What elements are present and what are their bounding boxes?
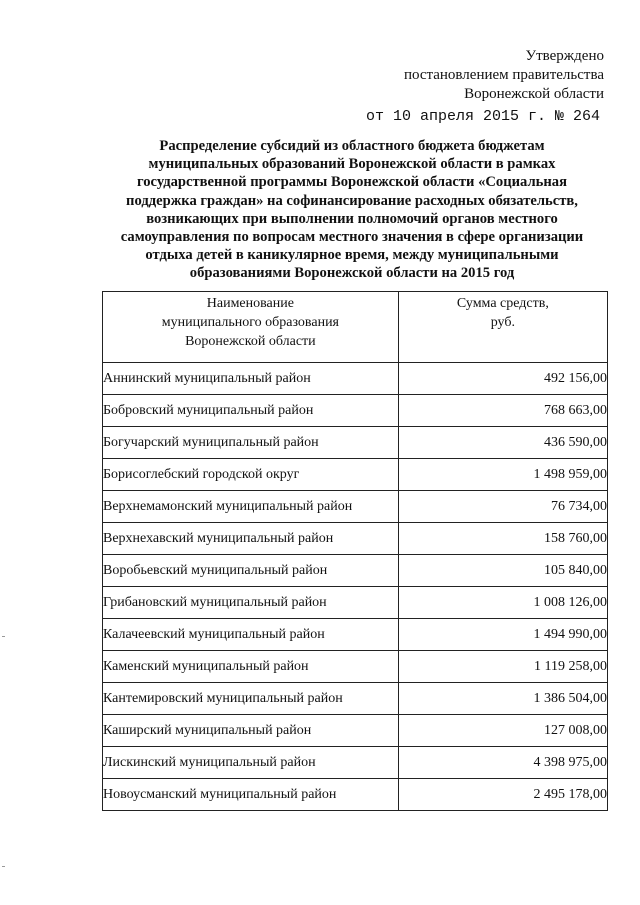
table-row	[103, 715, 608, 747]
municipality-name: Грибановский муниципальный район	[103, 587, 399, 619]
municipality-name: Верхнемамонский муниципальный район	[103, 491, 399, 523]
title-line: муниципальных образований Воронежской области в рамках	[148, 156, 556, 173]
approval-line: Утверждено	[525, 48, 604, 64]
subsidy-amount: 1 008 126,00	[398, 587, 607, 619]
subsidy-amount: 2 495 178,00	[398, 779, 607, 811]
header-line: Сумма средств,	[456, 296, 549, 311]
municipality-name: Каменский муниципальный район	[103, 651, 399, 683]
title-line: образованиями Воронежской области на 2015 год	[189, 265, 515, 282]
approval-stamp	[404, 47, 604, 104]
header-line: руб.	[490, 315, 515, 330]
column-header-sum	[398, 292, 607, 363]
municipality-name: Кантемировский муниципальный район	[103, 683, 399, 715]
table-row	[103, 459, 608, 491]
subsidy-amount: 76 734,00	[398, 491, 607, 523]
municipality-name: Богучарский муниципальный район	[103, 427, 399, 459]
title-line: самоуправления по вопросам местного значения в сфере организации	[120, 229, 584, 246]
subsidy-amount: 105 840,00	[398, 555, 607, 587]
header-line: Воронежской области	[185, 334, 316, 349]
title-line: государственной программы Воронежской области «Социальная	[137, 174, 567, 191]
decree-number: от 10 апреля 2015 г. № 264	[365, 108, 600, 125]
subsidy-amount: 1 386 504,00	[398, 683, 607, 715]
table-row	[103, 427, 608, 459]
table-row	[103, 747, 608, 779]
municipality-name: Аннинский муниципальный район	[103, 363, 399, 395]
scan-mark	[2, 866, 5, 867]
table-row	[103, 523, 608, 555]
subsidy-amount: 436 590,00	[398, 427, 607, 459]
municipality-name: Лискинский муниципальный район	[103, 747, 399, 779]
municipality-name: Воробьевский муниципальный район	[103, 555, 399, 587]
municipality-name: Бобровский муниципальный район	[103, 395, 399, 427]
table-row	[103, 491, 608, 523]
approval-line: Воронежской области	[464, 86, 604, 102]
column-header-name	[103, 292, 399, 363]
table-row	[103, 395, 608, 427]
table-row	[103, 651, 608, 683]
title-line: поддержка граждан» на софинансирование расходных обязательств,	[126, 192, 578, 209]
subsidy-table	[102, 291, 608, 811]
municipality-name: Каширский муниципальный район	[103, 715, 399, 747]
approval-line: постановлением правительства	[403, 67, 604, 83]
subsidy-amount: 492 156,00	[398, 363, 607, 395]
subsidy-amount: 1 119 258,00	[398, 651, 607, 683]
header-line: Наименование	[206, 296, 294, 311]
municipality-name: Верхнехавский муниципальный район	[103, 523, 399, 555]
municipality-name: Новоусманский муниципальный район	[103, 779, 399, 811]
table-header-row	[103, 292, 608, 363]
header-line: муниципального образования	[161, 315, 339, 330]
subsidy-amount: 127 008,00	[398, 715, 607, 747]
scan-mark	[2, 636, 5, 637]
title-line: возникающих при выполнении полномочий органов местного	[146, 210, 558, 227]
municipality-name: Калачеевский муниципальный район	[103, 619, 399, 651]
table-row	[103, 619, 608, 651]
table-row	[103, 779, 608, 811]
subsidy-amount: 1 494 990,00	[398, 619, 607, 651]
document-title	[112, 137, 592, 283]
municipality-name: Борисоглебский городской округ	[103, 459, 399, 491]
table-row	[103, 555, 608, 587]
title-line: отдыха детей в каникулярное время, между муниципальными	[145, 247, 559, 264]
subsidy-amount: 1 498 959,00	[398, 459, 607, 491]
title-line: Распределение субсидий из областного бюджета бюджетам	[159, 138, 545, 154]
subsidy-amount: 4 398 975,00	[398, 747, 607, 779]
table-row	[103, 683, 608, 715]
table-row	[103, 363, 608, 395]
subsidy-amount: 768 663,00	[398, 395, 607, 427]
table-row	[103, 587, 608, 619]
subsidy-amount: 158 760,00	[398, 523, 607, 555]
